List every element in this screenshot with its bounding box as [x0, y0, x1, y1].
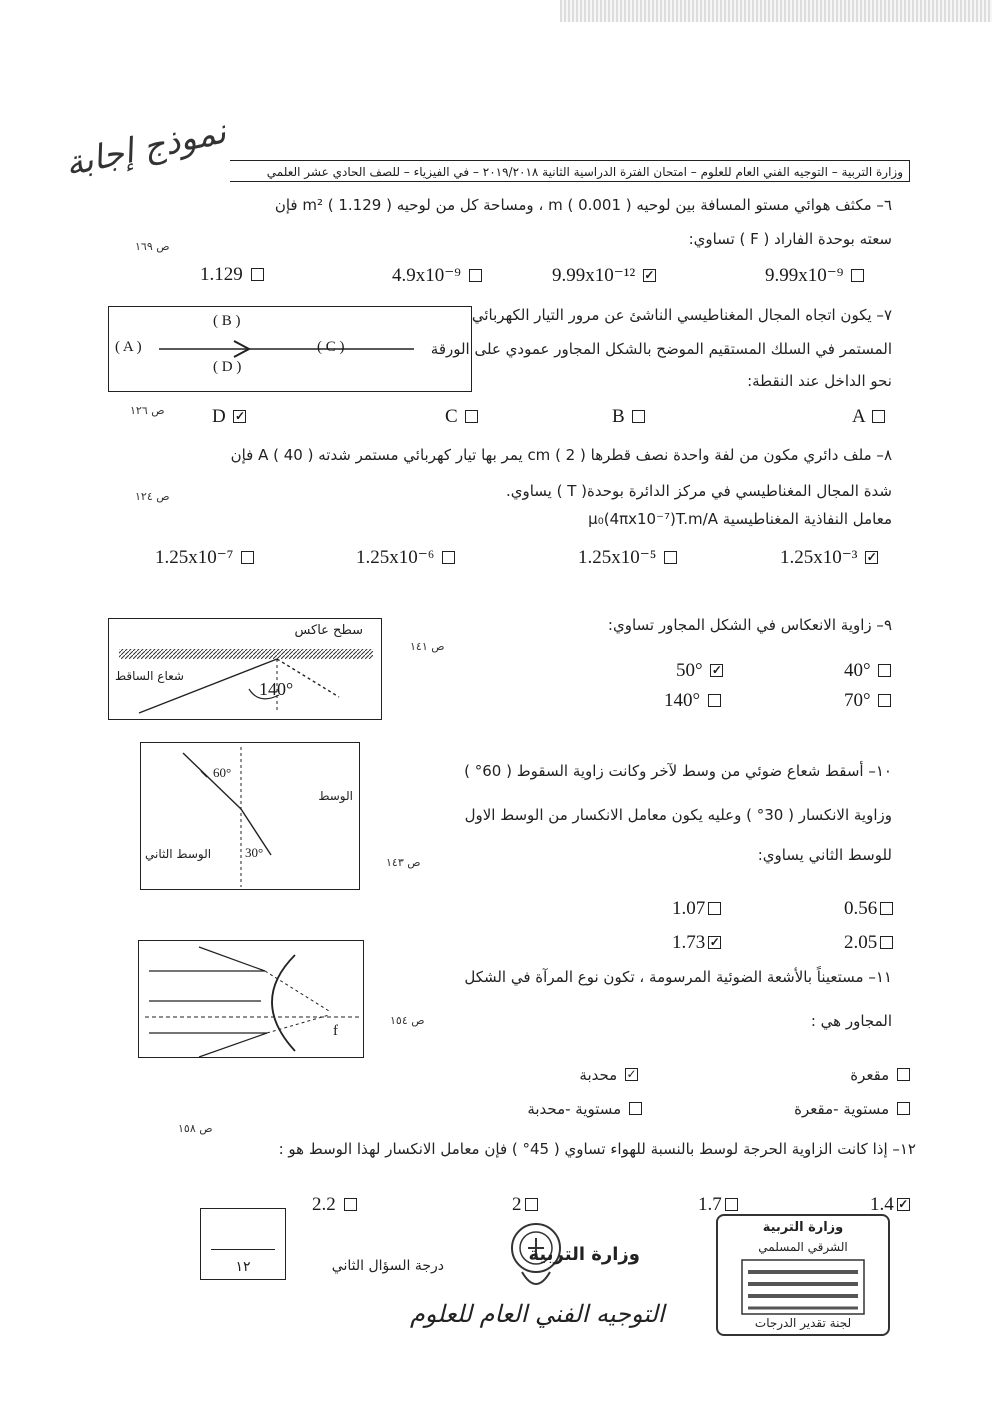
point-c-label: ( C )	[317, 339, 345, 355]
checkbox-icon[interactable]	[344, 1198, 357, 1211]
q9-option-4[interactable]: 140°	[664, 690, 721, 712]
point-b-label: ( B )	[213, 313, 241, 329]
q6-option-1[interactable]: 9.99x10⁻⁹	[765, 264, 864, 287]
checkbox-icon[interactable]	[442, 551, 455, 564]
q9-option-2[interactable]: 50° ✓	[676, 660, 722, 681]
q6-option-4[interactable]: 1.129	[200, 264, 264, 286]
q9-reflection-figure	[108, 618, 382, 720]
q12-option-1[interactable]: 1.4 ✓	[870, 1194, 909, 1215]
q12-page-ref: ص ١٥٨	[178, 1122, 213, 1135]
q10-page-ref: ص ١٤٣	[386, 856, 421, 869]
stamp-line-1: وزارة التربية	[762, 1220, 844, 1235]
q10-refraction-figure	[140, 742, 360, 890]
q11-option-3[interactable]: مستوية -مقعرة	[794, 1100, 910, 1118]
checkbox-icon[interactable]	[878, 694, 891, 707]
checkbox-icon[interactable]	[632, 410, 645, 423]
checkbox-icon[interactable]	[251, 268, 264, 281]
q6-option-3[interactable]: 4.9x10⁻⁹	[392, 264, 482, 287]
q7-line-1: ٧– يكون اتجاه المجال المغناطيسي الناشئ عن مرور التيار الكهربائي	[471, 306, 892, 324]
q11-option-1[interactable]: مقعرة	[850, 1066, 910, 1084]
q8-option-2[interactable]: 1.25x10⁻⁵	[578, 546, 677, 569]
checkbox-icon[interactable]	[469, 269, 482, 282]
checkbox-icon[interactable]	[872, 410, 885, 423]
q10-option-4[interactable]: 1.73 ✓	[672, 932, 720, 953]
checkbox-icon[interactable]	[851, 269, 864, 282]
checked-checkbox-icon[interactable]: ✓	[709, 935, 720, 950]
q7-option-b[interactable]: B	[612, 406, 645, 428]
signature: التوجيه الفني العام للعلوم	[410, 1300, 665, 1328]
q7-line-3: نحو الداخل عند النقطة:	[747, 372, 892, 390]
q8-line-1: ٨– ملف دائري مكون من لفة واحدة نصف قطرها cm ( 2 ) يمر بها تيار كهربائي مستمر شدته A ( 40 ) فإن	[230, 446, 892, 464]
q7-option-c[interactable]: C	[445, 406, 478, 428]
q9-option-1[interactable]: 40°	[844, 660, 891, 682]
wire-arrow-icon	[109, 307, 473, 393]
stamp-caption: لجنة تقدير الدرجات	[754, 1316, 852, 1330]
q10-line-3: للوسط الثاني يساوي:	[757, 846, 892, 864]
q12-line-1: ١٢– إذا كانت الزاوية الحرجة لوسط بالنسبة للهواء تساوي ( 45° ) فإن معامل الانكسار لهذا الوسط هو :	[278, 1140, 916, 1158]
refraction-diagram-icon	[141, 743, 361, 891]
angle-30-label: 30°	[245, 845, 264, 860]
medium-1-label: الوسط	[318, 789, 353, 803]
q6-page-ref: ص ١٦٩	[135, 240, 170, 253]
q9-option-3[interactable]: 70°	[844, 690, 891, 712]
q9-line-1: ٩– زاوية الانعكاس في الشكل المجاور تساوي:	[607, 616, 892, 634]
q11-page-ref: ص ١٥٤	[390, 1014, 425, 1027]
checkbox-icon[interactable]	[880, 936, 893, 949]
ministry-name: وزارة التربية	[528, 1244, 640, 1265]
checked-checkbox-icon[interactable]: ✓	[898, 1197, 909, 1212]
q12-option-3[interactable]: 2	[512, 1194, 538, 1216]
angle-140-label: 140°	[259, 679, 294, 699]
grade-divider	[211, 1249, 275, 1250]
q8-page-ref: ص ١٢٤	[135, 490, 170, 503]
q7-wire-figure	[108, 306, 472, 392]
checkbox-icon[interactable]	[708, 694, 721, 707]
exam-header: وزارة التربية – التوجيه الفني العام للعلوم – امتحان الفترة الدراسية الثانية ٢٠١٩/٢٠١٨ – في الفيزياء – للصف الحادي عشر العلمي	[230, 160, 910, 182]
q11-mirror-figure	[138, 940, 364, 1058]
checkbox-icon[interactable]	[880, 902, 893, 915]
checkbox-icon[interactable]	[878, 664, 891, 677]
checkbox-icon[interactable]	[897, 1068, 910, 1081]
q10-option-1[interactable]: 0.56	[844, 898, 893, 920]
q10-option-2[interactable]: 1.07	[672, 898, 721, 920]
q10-line-2: وزاوية الانكسار ( 30° ) وعليه يكون معامل الانكسار من الوسط الاول	[464, 806, 892, 824]
reflective-surface-label: سطح عاكس	[294, 623, 363, 638]
checked-checkbox-icon[interactable]: ✓	[711, 663, 722, 678]
point-a-label: ( A )	[115, 339, 142, 355]
point-d-label: ( D )	[213, 359, 242, 375]
stamp-line-2: الشرقي المسلمي	[758, 1240, 848, 1254]
q8-option-1[interactable]: 1.25x10⁻³ ✓	[780, 547, 877, 568]
q12-option-2[interactable]: 1.7	[698, 1194, 738, 1216]
grade-box	[200, 1208, 286, 1280]
angle-60-label: 60°	[213, 765, 232, 780]
q11-line-1: ١١– مستعيناً بالأشعة الضوئية المرسومة ، تكون نوع المرآة في الشكل	[464, 968, 892, 986]
checkbox-icon[interactable]	[525, 1198, 538, 1211]
grade-label: درجة السؤال الثاني	[331, 1258, 444, 1274]
checkbox-icon[interactable]	[708, 902, 721, 915]
checkbox-icon[interactable]	[725, 1198, 738, 1211]
focus-label: f	[333, 1023, 338, 1039]
q7-line-2: المستمر في السلك المستقيم الموضح بالشكل المجاور عمودي على الورقة	[430, 340, 892, 358]
q6-option-2[interactable]: 9.99x10⁻¹² ✓	[552, 265, 655, 286]
q10-option-3[interactable]: 2.05	[844, 932, 893, 954]
q11-option-2[interactable]: ✓ محدبة	[579, 1066, 637, 1084]
q8-line-2: شدة المجال المغناطيسي في مركز الدائرة بوحدة( T ) يساوي.	[505, 482, 892, 500]
grading-stamp	[716, 1214, 890, 1336]
q11-option-4[interactable]: مستوية -محدبة	[527, 1100, 642, 1118]
q11-line-2: المجاور هي :	[810, 1012, 892, 1030]
q8-option-3[interactable]: 1.25x10⁻⁶	[356, 546, 455, 569]
checkbox-icon[interactable]	[897, 1102, 910, 1115]
checkbox-icon[interactable]	[241, 551, 254, 564]
checked-checkbox-icon[interactable]: ✓	[644, 268, 655, 283]
checkbox-icon[interactable]	[465, 410, 478, 423]
incident-ray-label: شعاع الساقط	[115, 669, 184, 683]
q7-option-d[interactable]: D ✓	[212, 406, 246, 427]
q6-line-2: سعته بوحدة الفاراد ( F ) تساوي:	[688, 230, 892, 248]
checked-checkbox-icon[interactable]: ✓	[234, 409, 246, 424]
q7-page-ref: ص ١٢٦	[130, 404, 165, 417]
q12-option-4[interactable]: 2.2	[312, 1194, 357, 1216]
checked-checkbox-icon[interactable]: ✓	[626, 1067, 637, 1081]
checked-checkbox-icon[interactable]: ✓	[866, 550, 877, 565]
checkbox-icon[interactable]	[629, 1102, 642, 1115]
q9-page-ref: ص ١٤١	[410, 640, 445, 653]
q8-option-4[interactable]: 1.25x10⁻⁷	[155, 546, 254, 569]
checkbox-icon[interactable]	[664, 551, 677, 564]
grade-value: ١٢	[235, 1260, 251, 1275]
scan-artifact	[560, 0, 992, 22]
q6-line-1: ٦– مكثف هوائي مستو المسافة بين لوحيه m ( 0.001 ) ، ومساحة كل من لوحيه ( 1.129 ) m² فإن	[274, 196, 892, 214]
q10-line-1: ١٠– أسقط شعاع ضوئي من وسط لآخر وكانت زاوية السقوط ( 60° )	[464, 762, 892, 780]
medium-2-label: الوسط الثاني	[145, 847, 212, 861]
q7-option-a[interactable]: A	[852, 406, 885, 428]
q8-line-3: معامل النفاذية المغناطيسية μ₀(4πx10⁻⁷)T.m/A	[588, 510, 892, 528]
handwritten-title: نموذج إجابة	[61, 111, 230, 185]
convex-mirror-diagram-icon	[139, 941, 365, 1059]
